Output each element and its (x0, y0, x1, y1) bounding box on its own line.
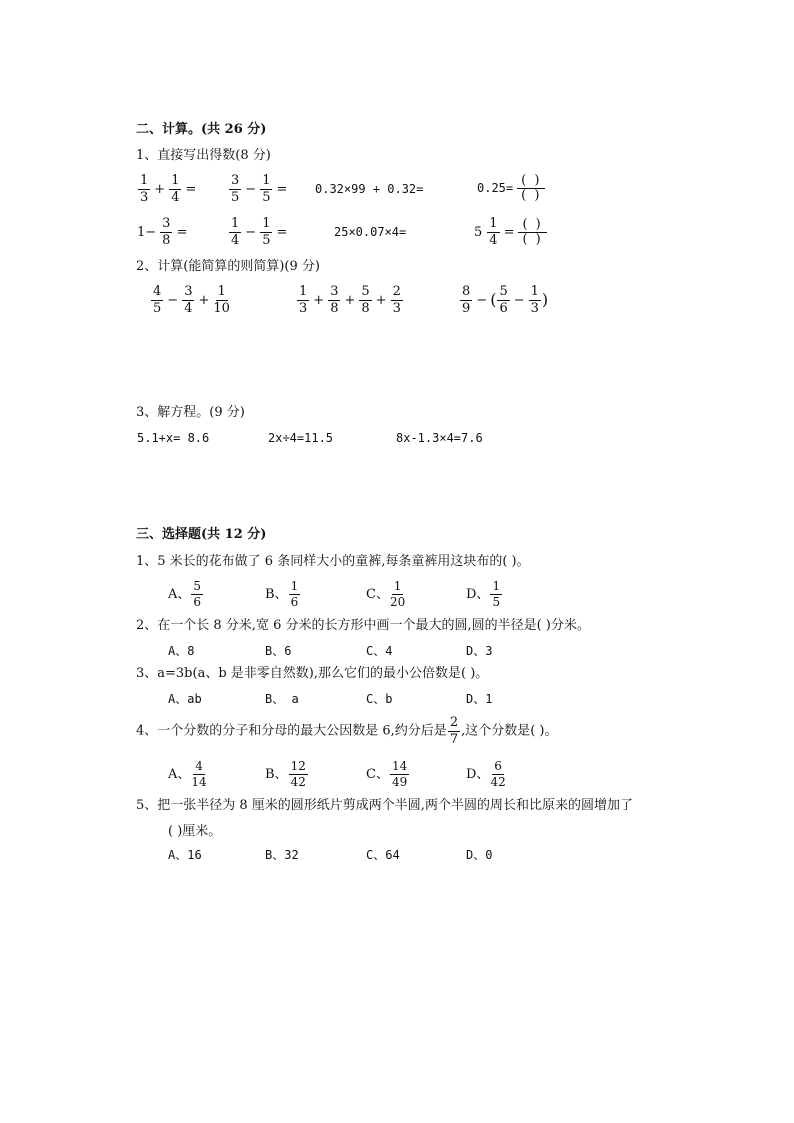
equation-3: 8x-1.3×4=7.6 (396, 431, 483, 445)
fraction: $\frac{3}{5}$ (231, 173, 240, 205)
fraction: $\frac{5}{6}$ (499, 284, 508, 316)
section-3-title: 三、选择题(共 12 分) (136, 527, 267, 542)
choice-q5-continued: ( )厘米。 (168, 824, 222, 839)
choice-q5-option-c: C、64 (366, 848, 400, 862)
choice-q3-option-a: A、ab (168, 692, 202, 706)
fraction: $\frac{3}{8}$ (162, 216, 171, 248)
fraction: $\frac{5}{8}$ (361, 284, 370, 316)
choice-q4-option-d: D、 $\frac{6}{42}$ (466, 759, 506, 789)
choice-q3: 3、a=3b(a、b 是非零自然数),那么它们的最小公倍数是( )。 (136, 666, 489, 681)
fraction-blank: $\frac{( )}{( )}$ (518, 218, 546, 246)
choice-q5-option-b: B、32 (265, 848, 299, 862)
choice-q5-option-d: D、0 (466, 848, 493, 862)
calc-1-3: 0.32×99 + 0.32= (315, 182, 424, 196)
fraction: $\frac{1}{4}$ (231, 216, 240, 248)
choice-q2-option-a: A、8 (168, 644, 195, 658)
fraction: $\frac{2}{7}$ (449, 715, 459, 747)
q3-title: 3、解方程。(9 分) (136, 405, 245, 420)
fraction: $\frac{1}{20}$ (389, 579, 406, 609)
choice-q4: 4、一个分数的分子和分母的最大公因数是 6,约分后是 $\frac{2}{7}$ ,这个分数是( )。 (136, 715, 558, 747)
fraction: $\frac{1}{3}$ (140, 173, 149, 205)
choice-q3-option-b: B、 a (265, 692, 299, 706)
q1-title: 1、直接写出得数(8 分) (136, 148, 271, 163)
choice-q4-option-a: A、 $\frac{4}{14}$ (168, 759, 207, 789)
choice-q1-option-d: D、 $\frac{1}{5}$ (466, 579, 501, 609)
fraction: $\frac{1}{6}$ (290, 579, 299, 609)
equation-2: 2x÷4=11.5 (268, 431, 334, 445)
fraction: $\frac{3}{4}$ (184, 284, 193, 316)
calc-1-1: $\frac{1}{3}$ + $\frac{1}{4}$ = (140, 173, 197, 205)
fraction: $\frac{5}{6}$ (193, 579, 202, 609)
fraction: $\frac{1}{4}$ (489, 216, 498, 248)
choice-q1: 1、5 米长的花布做了 6 条同样大小的童裤,每条童裤用这块布的( )。 (136, 554, 530, 569)
choice-q4-option-b: B、 $\frac{12}{42}$ (265, 759, 306, 789)
choice-q2-option-b: B、6 (265, 644, 292, 658)
calc-1-4: 0.25= $\frac{( )}{( )}$ (474, 174, 546, 202)
fraction: $\frac{4}{14}$ (191, 759, 207, 789)
section-2-title: 二、计算。(共 26 分) (136, 122, 267, 137)
fraction: $\frac{2}{3}$ (392, 284, 401, 316)
calc-2-3: 25×0.07×4= (334, 225, 407, 239)
calc-2-4: 5 $\frac{1}{4}$ = $\frac{( )}{( )}$ (474, 217, 548, 247)
choice-q1-option-a: A、 $\frac{5}{6}$ (168, 579, 202, 609)
fraction: $\frac{4}{5}$ (153, 284, 162, 316)
fraction: $\frac{1}{3}$ (530, 284, 539, 316)
choice-q1-option-b: B、 $\frac{1}{6}$ (265, 579, 299, 609)
choice-q3-option-d: D、1 (466, 692, 493, 706)
calc-2-2: $\frac{1}{4}$ − $\frac{1}{5}$ = (231, 216, 288, 248)
expr-2: $\frac{1}{3}$ + $\frac{3}{8}$ + $\frac{5}{8}$ + $\frac{2}{3}$ (299, 284, 401, 316)
choice-q5: 5、把一张半径为 8 厘米的圆形纸片剪成两个半圆,两个半圆的周长和比原来的圆增加了 (136, 798, 633, 813)
fraction: $\frac{12}{42}$ (290, 759, 306, 789)
choice-q1-option-c: C、 $\frac{1}{20}$ (366, 579, 406, 609)
fraction: $\frac{1}{5}$ (492, 579, 501, 609)
fraction: $\frac{6}{42}$ (490, 759, 506, 789)
q2-title: 2、计算(能简算的则简算)(9 分) (136, 259, 320, 274)
choice-q5-option-a: A、16 (168, 848, 202, 862)
fraction: $\frac{1}{10}$ (213, 284, 230, 316)
choice-q4-option-c: C、 $\frac{14}{49}$ (366, 759, 408, 789)
fraction: $\frac{8}{9}$ (462, 284, 471, 316)
fraction: $\frac{1}{3}$ (299, 284, 308, 316)
fraction: $\frac{3}{8}$ (330, 284, 339, 316)
fraction: $\frac{1}{5}$ (262, 216, 271, 248)
expr-1: $\frac{4}{5}$ − $\frac{3}{4}$ + $\frac{1}{10}$ (153, 284, 230, 316)
expr-3: $\frac{8}{9}$ − ( $\frac{5}{6}$ − $\frac{1}{3}$ ) (462, 284, 549, 316)
fraction-blank: $\frac{( )}{( )}$ (517, 174, 545, 202)
fraction: $\frac{1}{5}$ (262, 173, 271, 205)
calc-1-2: $\frac{3}{5}$ − $\frac{1}{5}$ = (231, 173, 288, 205)
choice-q3-option-c: C、b (366, 692, 393, 706)
fraction: $\frac{14}{49}$ (391, 759, 408, 789)
choice-q2-option-d: D、3 (466, 644, 493, 658)
choice-q2: 2、在一个长 8 分米,宽 6 分米的长方形中画一个最大的圆,圆的半径是( )分米。 (136, 618, 590, 633)
equation-1: 5.1+x= 8.6 (137, 431, 210, 445)
choice-q2-option-c: C、4 (366, 644, 393, 658)
fraction: $\frac{1}{4}$ (171, 173, 180, 205)
calc-2-1: 1− $\frac{3}{8}$ = (137, 216, 188, 248)
